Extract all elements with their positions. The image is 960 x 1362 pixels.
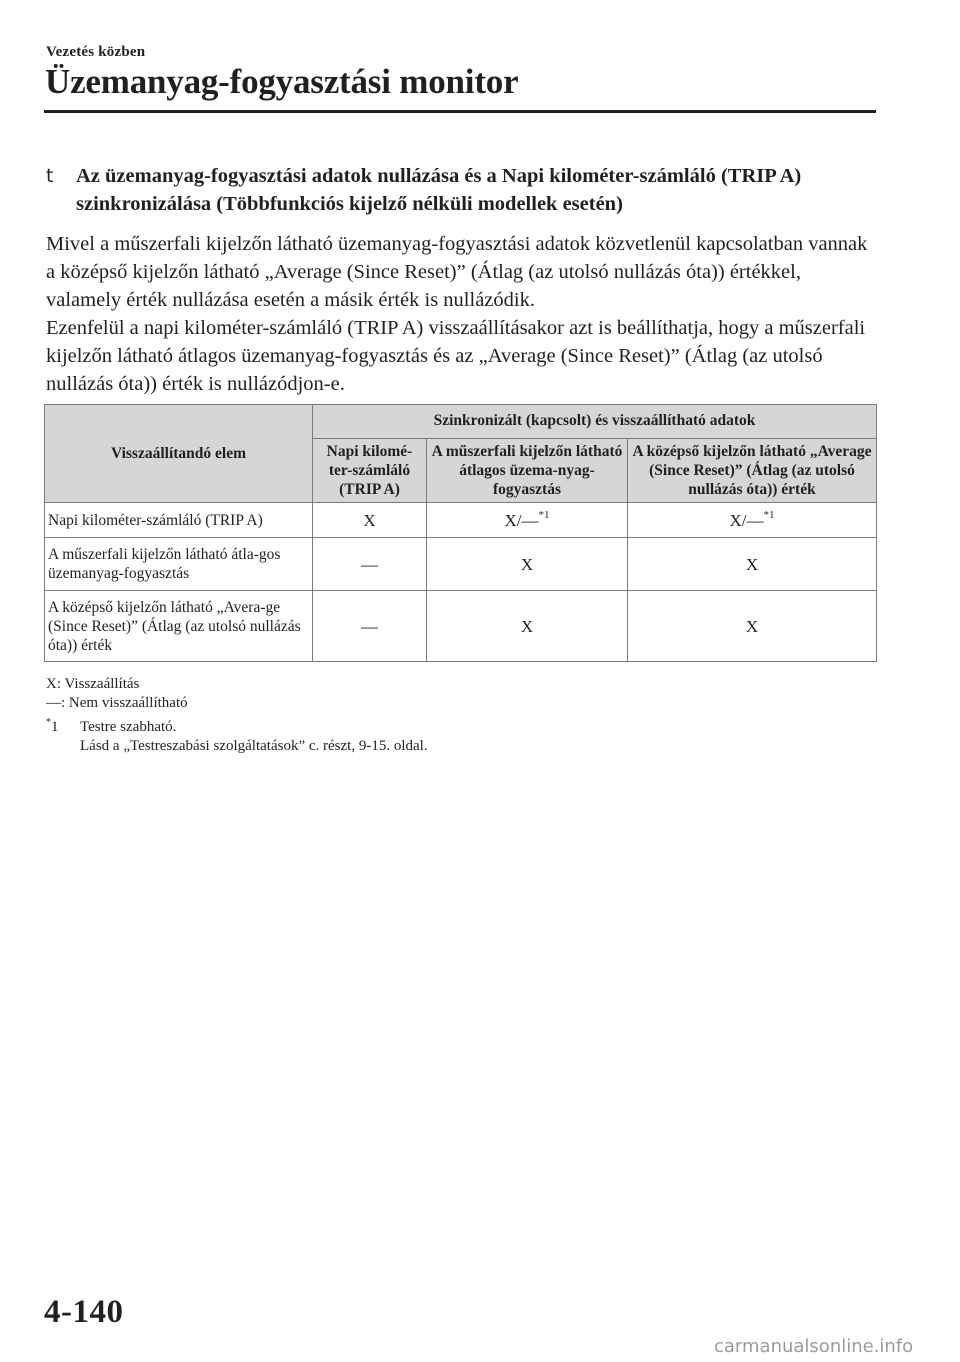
section-heading-text: Az üzemanyag-fogyasztási adatok nullázása és a Napi kilométer-számláló (TRIP A) szinkronizálása (Többfunkciós kijelző nélküli modellek esetén) (76, 165, 802, 215)
legend-dash: —: Nem visszaállítható (46, 695, 188, 711)
table-cell-item: A középső kijelzőn látható „Avera-ge (Since Reset)” (Átlag (az utolsó nullázás óta)) érték (45, 591, 313, 662)
table-header-trip-a: Napi kilomé-ter-számláló (TRIP A) (313, 439, 427, 503)
table-cell-value (427, 503, 628, 538)
table-header-reset-item: Visszaállítandó elem (45, 405, 313, 503)
footnote-text: Testre szabható. (80, 719, 177, 735)
footnote-number-text: 1 (51, 719, 59, 735)
table-cell-value: X (427, 538, 628, 591)
watermark: carmanualsonline.info (714, 1336, 914, 1357)
section-heading (46, 162, 876, 218)
reset-sync-table (44, 404, 877, 662)
cell-value-text: X/— (729, 510, 764, 530)
table-row (45, 591, 877, 662)
table-header-center-average: A középső kijelzőn látható „Average (Since Reset)” (Átlag (az utolsó nullázás óta)) érték (628, 439, 877, 503)
section-bullet-icon: t (46, 165, 54, 187)
table-cell-value: X (628, 538, 877, 591)
table-cell-value: — (313, 591, 427, 662)
table-row (45, 503, 877, 538)
footnote-marker: * (46, 717, 51, 728)
table-cell-value: — (313, 538, 427, 591)
page-number: 4-140 (44, 1294, 124, 1330)
body-paragraph: Ezenfelül a napi kilométer-számláló (TRIP A) visszaállításakor azt is beállíthatja, hogy a műszerfali kijelzőn látható átlagos üzemanyag-fogyasztás és az „Average (Since Reset)” (Átlag (az utolsó nullázás óta)) érték is nullázódjon-e. (46, 317, 866, 395)
table-cell-item: A műszerfali kijelzőn látható átla-gos üzemanyag-fogyasztás (45, 538, 313, 591)
table-header-dash-average: A műszerfali kijelzőn látható átlagos üzema-nyag-fogyasztás (427, 439, 628, 503)
breadcrumb: Vezetés közben (46, 44, 146, 60)
title-divider (44, 110, 876, 113)
footnote-reference: *1 (763, 508, 775, 521)
footnote-reference-text: Lásd a „Testreszabási szolgáltatások” c. részt, 9-15. oldal. (80, 738, 428, 754)
cell-value-text: X/— (504, 510, 539, 530)
table-cell-item: Napi kilométer-számláló (TRIP A) (45, 503, 313, 538)
table-cell-value: X (628, 591, 877, 662)
table-cell-value: X (427, 591, 628, 662)
footnotes (46, 675, 876, 756)
table-cell-value: X (313, 503, 427, 538)
footnote-reference: *1 (538, 508, 550, 521)
legend-x: X: Visszaállítás (46, 676, 140, 692)
footnote-1 (46, 713, 876, 737)
page-title: Üzemanyag-fogyasztási monitor (45, 62, 519, 101)
table-header-sync-group: Szinkronizált (kapcsolt) és visszaállítható adatok (313, 405, 877, 439)
body-paragraph: Mivel a műszerfali kijelzőn látható üzemanyag-fogyasztási adatok közvetlenül kapcsolatban vannak a középső kijelzőn látható „Average (Since Reset)” (Átlag (az utolsó nullázás óta)) értékkel, valamely érték nullázása esetén a másik érték is nullázódik. (46, 233, 868, 311)
footnote-number (46, 713, 80, 737)
body-text (46, 230, 878, 398)
table-row (45, 538, 877, 591)
table-cell-value (628, 503, 877, 538)
